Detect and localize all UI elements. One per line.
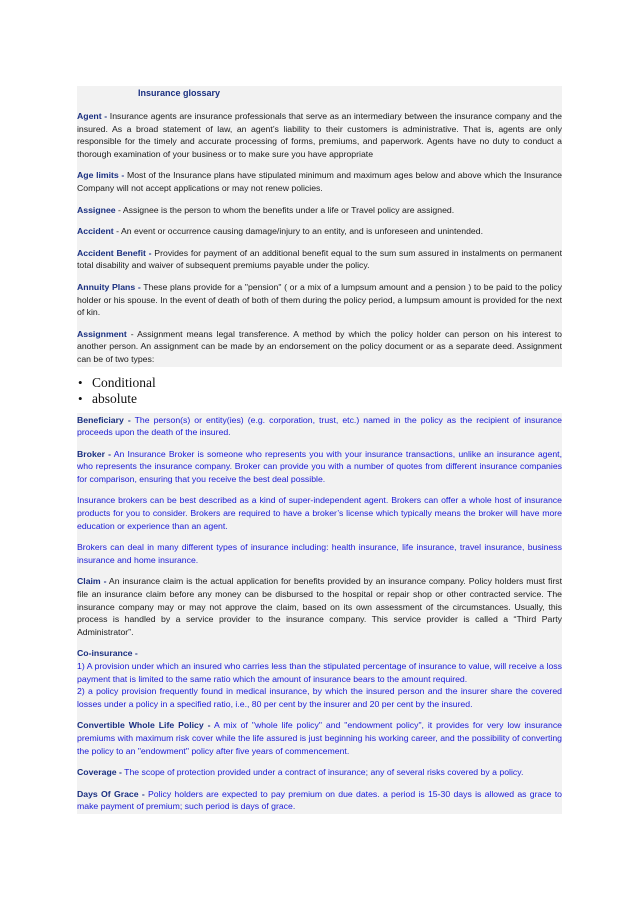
entry-agent: [77, 109, 562, 161]
paragraph: Brokers can deal in many different types of insurance including: health insurance, life insurance, travel insurance, business insurance and home insurance.: [77, 542, 562, 565]
glossary-page: [77, 86, 562, 814]
term: Assignment: [77, 328, 127, 339]
term: Broker -: [77, 448, 112, 459]
term: Age limits -: [77, 170, 125, 181]
entry-assignment: [77, 327, 562, 367]
entry-assignee: [77, 203, 562, 218]
paragraph: Insurance brokers can be best described as a kind of super-independent agent. Brokers can offer a whole host of insurance products for you to consider. Brokers are required to have a broker’s license which typically means the broker will have more education or experience than an agent.: [77, 495, 562, 531]
definition: Provides for payment of an additional benefit equal to the sum sum assured in instalments on permanent total disability and waiver of subsequent premiums payable under the policy.: [77, 247, 563, 271]
definition: Most of the Insurance plans have stipulated minimum and maximum ages below and above which the Insurance Company will not accept applications or may not renew policies.: [77, 170, 562, 193]
term: Accident Benefit -: [77, 247, 152, 258]
co-insurance-point-2: 2) a policy provision frequently found in medical insurance, by which the insured person and the insurer share the covered losses under a policy in a specified ratio, i.e., 80 per cent by the insurer and 20 per cent by the insured.: [77, 686, 562, 709]
entry-age-limits: [77, 168, 562, 195]
list-item: • Conditional: [77, 375, 562, 391]
entry-days-of-grace: [77, 787, 562, 814]
term: Days Of Grace -: [77, 788, 145, 799]
term: Agent -: [77, 111, 108, 121]
entry-co-insurance: [77, 646, 562, 711]
term: Annuity Plans -: [77, 281, 141, 292]
definition: - Assignee is the person to whom the benefits under a life or Travel policy are assigned.: [115, 204, 455, 215]
entry-annuity-plans: [77, 280, 562, 320]
page-title: Insurance glossary: [138, 88, 221, 98]
assignment-types-list: [77, 375, 562, 407]
definition: An insurance claim is the actual application for benefits provided by an insurance company. Policy holders must first file an insurance claim before any money can be disbursed to the hospital or repair shop or other contracted service. The insurance company may or may not approve the claim, based on its own assessment of the circumstances. Usually, this process is handled by a service provider to the insurance company. This service provider is called a “Third Party Administrator”.: [77, 576, 562, 637]
definition: The person(s) or entity(ies) (e.g. corporation, trust, etc.) named in the policy as the recipient of insurance proceeds upon the death of the insured.: [77, 414, 562, 438]
term: Beneficiary -: [77, 414, 131, 425]
broker-paragraph-3: [77, 540, 562, 567]
definition: - Assignment means legal transference. A method by which the policy holder can person on his interest to another person. An assignment can be made by an endorsement on the policy document or as a separate deed. Assignment can be of two types:: [77, 328, 562, 364]
entry-accident-benefit: [77, 246, 562, 273]
entry-coverage: [77, 765, 562, 780]
term: Assignee: [77, 204, 116, 215]
term: Accident: [77, 226, 114, 237]
definition: - An event or occurrence causing damage/injury to an entity, and is unforeseen and unintended.: [113, 226, 483, 237]
entry-claim: [77, 574, 562, 639]
entry-beneficiary: [77, 413, 562, 440]
list-item: • absolute: [77, 391, 562, 407]
term: Claim -: [77, 576, 107, 587]
definition: The scope of protection provided under a contract of insurance; any of several risks covered by a policy.: [121, 767, 524, 778]
entry-convertible-whole-life: [77, 718, 562, 758]
definition: A mix of "whole life policy" and "endowment policy", it provides for very low insurance premiums with maximum risk cover while the life assured is just beginning his working career, and the possibility of converting the policy to an "endowment" policy after five years of commencement.: [77, 720, 562, 756]
term: Co-insurance -: [77, 648, 138, 659]
co-insurance-point-1: 1) A provision under which an insured who carries less than the stipulated percentage of insurance to value, will receive a loss payment that is limited to the same ratio which the amount of insurance bears to the amount required.: [77, 661, 562, 684]
entry-accident: [77, 224, 562, 239]
broker-paragraph-2: [77, 493, 562, 533]
definition: An Insurance Broker is someone who represents you with your insurance transactions, unlike an insurance agent, who represents the insurance company. Broker can provide you with a number of quotes from different insurance companies for comparison, ensuring that you receive the best deal possible.: [77, 448, 562, 484]
title-row: [77, 86, 562, 102]
term: Convertible Whole Life Policy -: [77, 720, 211, 731]
definition: Policy holders are expected to pay premium on due dates. a period is 15-30 days is allowed as grace to make payment of premium; such period is days of grace.: [77, 788, 562, 812]
entry-broker: [77, 447, 562, 487]
definition: These plans provide for a "pension" ( or a mix of a lumpsum amount and a pension ) to be paid to the policy holder or his spouse. In the event of death of both of them during the policy period, a lumpsum amount is provided for the next of kin.: [77, 281, 562, 318]
definition: Insurance agents are insurance professionals that serve as an intermediary between the insurance company and the insured. As a broad statement of law, an agent’s liability to their customers is administrative. That is, agents are only responsible for the timely and accurate processing of forms, premiums, and paperwork. Agents have no duty to conduct a thorough examination of your business or to make sure you have appropriate: [77, 111, 562, 159]
term: Coverage -: [77, 767, 122, 778]
